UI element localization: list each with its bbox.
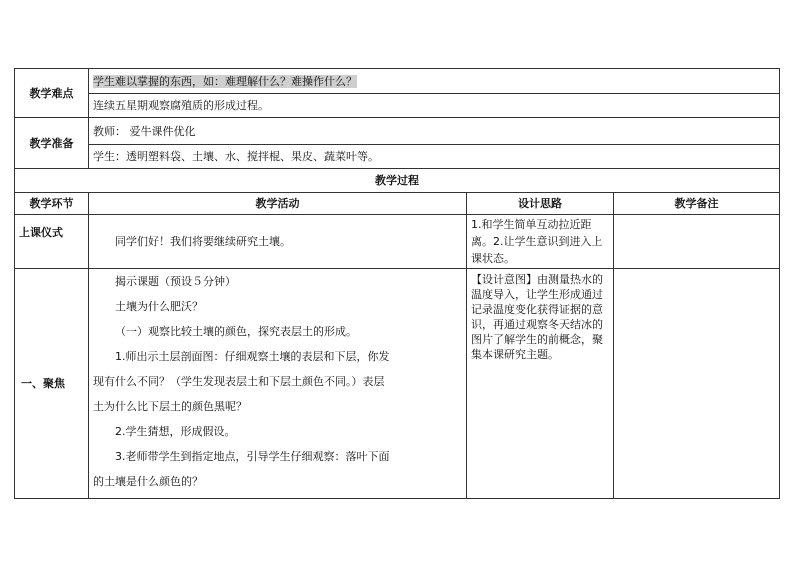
preparation-teacher: 教师： 爱牛课件优化 <box>89 118 780 145</box>
header-design: 设计思路 <box>467 193 614 215</box>
header-notes: 教学备注 <box>614 193 780 215</box>
difficulty-line1-highlight: 学生难以掌握的东西，如：难理解什么？难操作什么？ <box>93 74 357 88</box>
warmup-stage: 上课仪式 <box>15 215 89 269</box>
focus-design: 【设计意图】由测量热水的温度导入，让学生形成通过记录温度变化获得证据的意识，再通过观察冬天结冰的图片了解学生的前概念，聚集本课研究主题。 <box>467 269 614 499</box>
lesson-plan-table <box>14 68 780 499</box>
warmup-design: 1.和学生简单互动拉近距离。2.让学生意识到进入上课状态。 <box>467 215 614 269</box>
focus-activity-line: 2.学生猜想，形成假设。 <box>115 425 236 438</box>
warmup-activity-cell <box>89 215 467 269</box>
preparation-students: 学生：透明塑料袋、土壤、水、搅拌棍、果皮、蔬菜叶等。 <box>89 145 780 169</box>
focus-activity-line: （一）观察比较土壤的颜色，探究表层土的形成。 <box>115 325 357 338</box>
focus-note <box>614 269 780 499</box>
header-activity: 教学活动 <box>89 193 467 215</box>
difficulty-line1-cell <box>89 69 780 94</box>
focus-activity-line: 揭示课题（预设５分钟） <box>115 275 236 288</box>
warmup-note <box>614 215 780 269</box>
header-stage: 教学环节 <box>15 193 89 215</box>
warmup-activity: 同学们好！我们将要继续研究土壤。 <box>115 235 291 248</box>
focus-activity-line: 土壤为什么肥沃？ <box>115 300 203 313</box>
focus-activity-line: 的土壤是什么颜色的？ <box>93 475 203 488</box>
difficulty-line2: 连续五星期观察腐殖质的形成过程。 <box>89 94 780 118</box>
focus-activity-cell <box>89 269 467 499</box>
focus-activity-line: 现有什么不同？（学生发现表层土和下层土颜色不同。）表层 <box>93 375 385 388</box>
focus-activity-line: 3.老师带学生到指定地点，引导学生仔细观察：落叶下面 <box>115 450 390 463</box>
preparation-label: 教学准备 <box>15 118 89 169</box>
focus-activity-line: 土为什么比下层土的颜色黑呢？ <box>93 400 247 413</box>
process-title: 教学过程 <box>15 169 780 193</box>
focus-activity-line: 1.师出示土层剖面图：仔细观察土壤的表层和下层，你发 <box>115 350 390 363</box>
difficulty-label: 教学难点 <box>15 69 89 118</box>
focus-stage: 一、聚焦 <box>15 269 89 499</box>
